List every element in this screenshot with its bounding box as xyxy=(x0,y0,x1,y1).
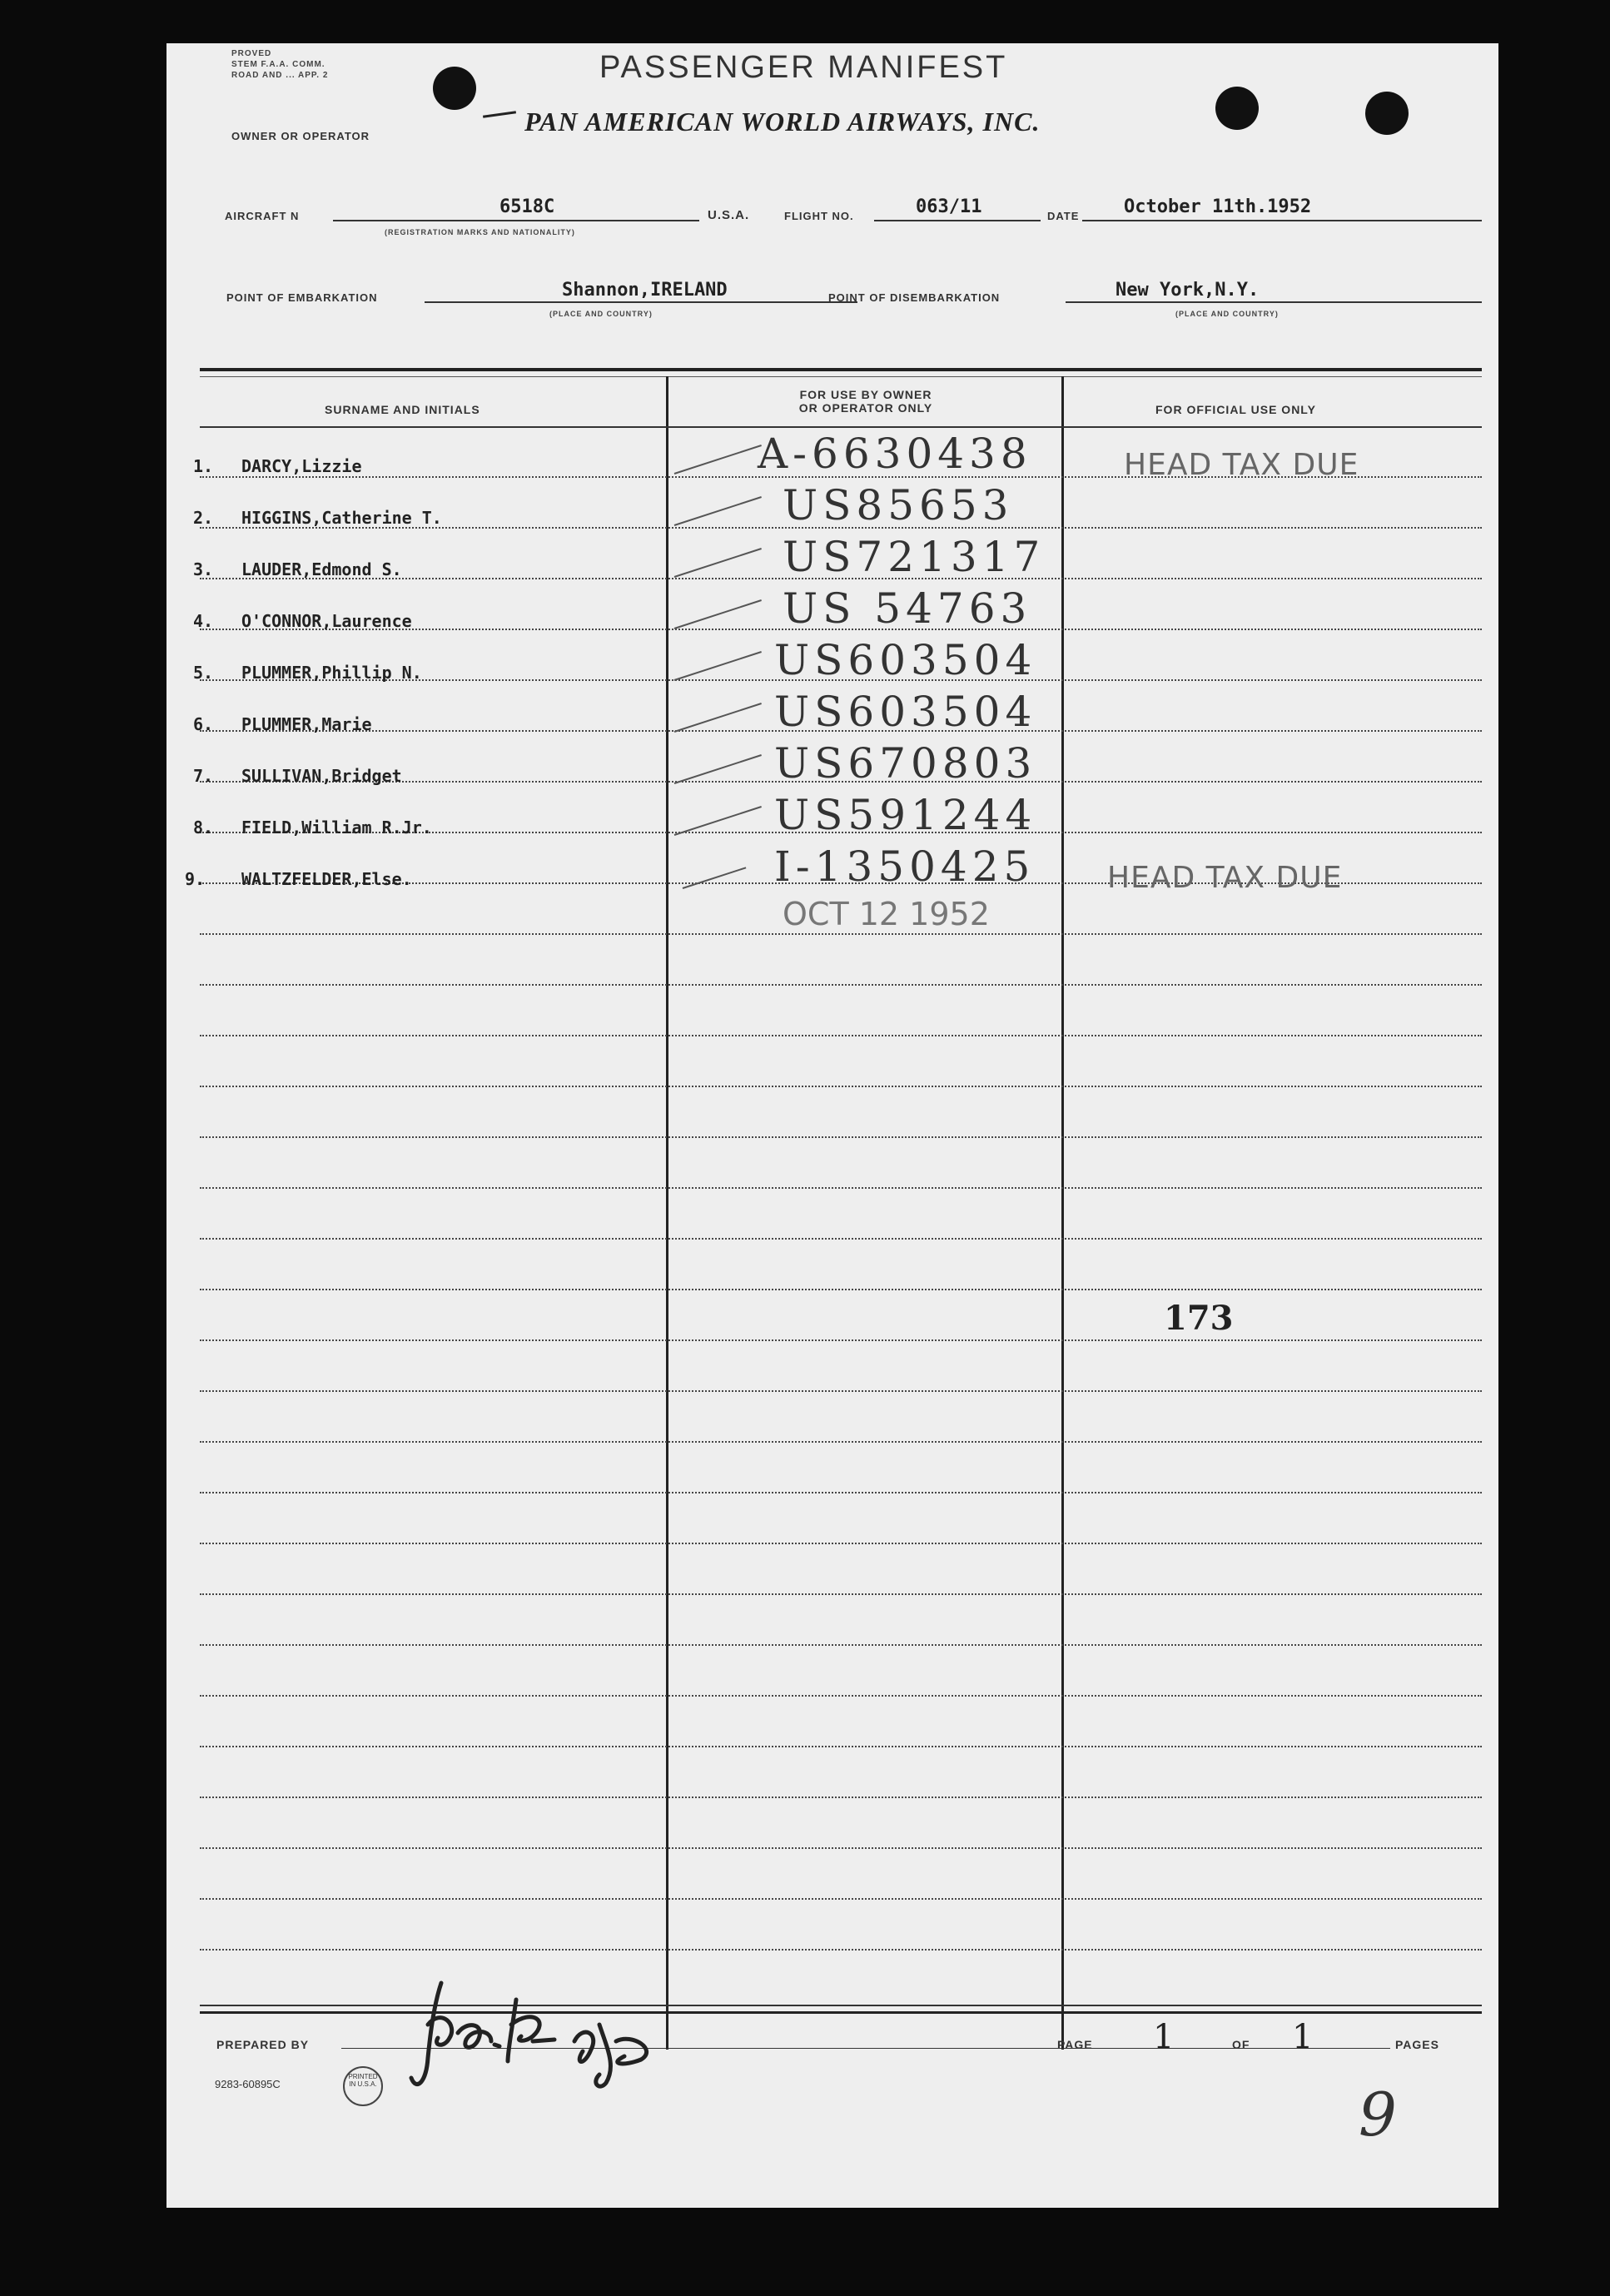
aircraft-registration: 6518C xyxy=(499,196,555,217)
aircraft-label: AIRCRAFT N xyxy=(225,210,300,222)
date-line xyxy=(1082,220,1482,221)
document-title: PASSENGER MANIFEST xyxy=(599,50,1008,85)
of-label: OF xyxy=(1232,2038,1250,2051)
received-date-stamp: OCT 12 1952 xyxy=(783,896,990,932)
passport-number: US603504 xyxy=(774,688,1037,736)
row-rule xyxy=(200,1746,1482,1747)
passenger-name: PLUMMER,Phillip N. xyxy=(241,663,422,683)
row-rule xyxy=(200,933,1482,935)
passenger-name: SULLIVAN,Bridget xyxy=(241,766,402,786)
row-rule xyxy=(200,1390,1482,1392)
official-note: HEAD TAX DUE xyxy=(1124,448,1359,482)
row-number: 5. xyxy=(193,663,214,683)
footer-rule-1 xyxy=(200,2005,1482,2006)
row-rule xyxy=(200,1797,1482,1798)
total-pages: 1 xyxy=(1292,2018,1314,2056)
row-number: 2. xyxy=(193,508,214,528)
embark-caption: (PLACE AND COUNTRY) xyxy=(549,310,653,318)
row-rule xyxy=(200,1441,1482,1443)
registration-caption: (REGISTRATION MARKS AND NATIONALITY) xyxy=(385,228,575,236)
passport-number: US591244 xyxy=(774,791,1037,839)
manifest-count-stamp: 173 xyxy=(1164,1299,1234,1338)
row-number: 4. xyxy=(193,611,214,631)
row-rule xyxy=(200,1949,1482,1951)
row-rule xyxy=(200,1492,1482,1493)
row-rule xyxy=(200,1339,1482,1341)
row-rule xyxy=(200,1695,1482,1697)
column-header-official: FOR OFFICIAL USE ONLY xyxy=(1155,403,1316,416)
header-bottom-rule xyxy=(200,426,1482,428)
corner-approval-stamp: PROVED STEM F.A.A. COMM. ROAD AND ... APP. 2 xyxy=(231,49,329,80)
passport-number: US 54763 xyxy=(783,584,1032,633)
form-number: 9283-60895C xyxy=(215,2078,281,2090)
footer-rule-2 xyxy=(200,2011,1482,2014)
passenger-name: LAUDER,Edmond S. xyxy=(241,559,402,579)
passenger-name: PLUMMER,Marie xyxy=(241,714,372,734)
row-rule xyxy=(200,1543,1482,1544)
passenger-name: WALTZFELDER,Else. xyxy=(241,869,412,889)
row-rule xyxy=(200,1289,1482,1290)
disembark-caption: (PLACE AND COUNTRY) xyxy=(1175,310,1279,318)
disembark-place: New York,N.Y. xyxy=(1116,280,1260,301)
passport-number: US670803 xyxy=(774,739,1037,788)
embark-line xyxy=(425,301,857,303)
row-rule xyxy=(200,1593,1482,1595)
flight-label: FLIGHT NO. xyxy=(784,210,854,222)
aircraft-line xyxy=(333,220,699,221)
disembark-label: POINT OF DISEMBARKATION xyxy=(828,291,1001,304)
row-number: 9. xyxy=(185,869,206,889)
official-note: HEAD TAX DUE xyxy=(1107,861,1343,895)
table-top-rule-2 xyxy=(200,376,1482,377)
airline-name: PAN AMERICAN WORLD AIRWAYS, INC. xyxy=(524,107,1041,137)
row-rule xyxy=(200,1898,1482,1900)
row-rule xyxy=(200,1086,1482,1087)
passport-number: I-1350425 xyxy=(774,842,1036,891)
passport-number: A-6630438 xyxy=(758,430,1032,478)
page-number: 1 xyxy=(1153,2018,1175,2056)
pages-label: PAGES xyxy=(1395,2038,1439,2051)
row-rule xyxy=(200,1136,1482,1138)
passport-number: US85653 xyxy=(783,481,1014,529)
check-slash xyxy=(683,867,747,889)
embark-place: Shannon,IRELAND xyxy=(562,280,728,301)
row-rule xyxy=(200,1035,1482,1036)
flight-line xyxy=(874,220,1041,221)
date-label: DATE xyxy=(1047,210,1080,222)
passenger-name: O'CONNOR,Laurence xyxy=(241,611,412,631)
row-number: 6. xyxy=(193,714,214,734)
column-header-owner-use: FOR USE BY OWNER OR OPERATOR ONLY xyxy=(798,388,933,415)
passenger-name: HIGGINS,Catherine T. xyxy=(241,508,442,528)
punch-hole xyxy=(1365,92,1409,135)
row-rule xyxy=(200,984,1482,986)
prepared-by-label: PREPARED BY xyxy=(216,2038,310,2051)
passenger-name: DARCY,Lizzie xyxy=(241,456,362,476)
row-number: 1. xyxy=(193,456,214,476)
column-header-names: SURNAME AND INITIALS xyxy=(325,403,480,416)
passport-number: US721317 xyxy=(783,533,1046,581)
flight-date: October 11th.1952 xyxy=(1124,196,1312,217)
flight-number: 063/11 xyxy=(916,196,982,217)
punch-hole xyxy=(433,67,476,110)
page-line xyxy=(1099,2048,1390,2049)
row-rule xyxy=(200,1644,1482,1646)
page-label: PAGE xyxy=(1057,2038,1093,2051)
manifest-sheet xyxy=(166,43,1498,2208)
check-slash xyxy=(674,445,762,475)
row-rule xyxy=(200,1238,1482,1240)
passenger-name: FIELD,William R.Jr. xyxy=(241,818,432,837)
row-number: 3. xyxy=(193,559,214,579)
row-rule xyxy=(200,1847,1482,1849)
sheet-number: 9 xyxy=(1359,2080,1397,2149)
table-top-rule xyxy=(200,368,1482,371)
airline-dash xyxy=(483,111,516,118)
row-number: 8. xyxy=(193,818,214,837)
row-rule xyxy=(200,1187,1482,1189)
passport-number: US603504 xyxy=(774,636,1037,684)
printed-in-usa-stamp: PRINTED IN U.S.A. xyxy=(343,2066,383,2106)
punch-hole xyxy=(1215,87,1259,130)
row-number: 7. xyxy=(193,766,214,786)
usa-label: U.S.A. xyxy=(708,208,750,222)
disembark-line xyxy=(1066,301,1482,303)
owner-label: OWNER OR OPERATOR xyxy=(231,130,370,142)
preparer-signature xyxy=(408,1975,674,2100)
embark-label: POINT OF EMBARKATION xyxy=(226,291,378,304)
